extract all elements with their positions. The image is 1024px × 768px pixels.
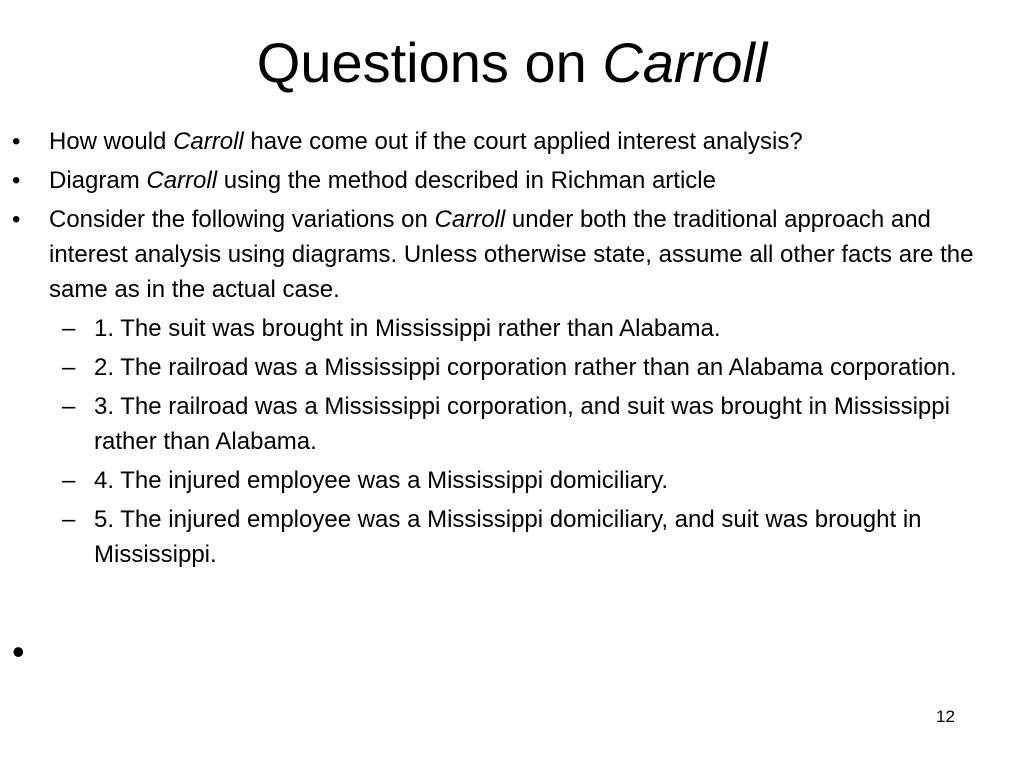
bullet-marker: •: [12, 206, 21, 233]
bullet-item-1: [0, 124, 1000, 159]
bullet-text-pre: Diagram: [49, 167, 147, 194]
sub-item-5: [0, 502, 1000, 572]
bullet-item-2: [0, 163, 1000, 198]
sub-item-4: [0, 463, 1000, 498]
empty-bullet: •: [12, 631, 25, 672]
sub-item-text: 5. The injured employee was a Mississippi domiciliary, and suit was brought in Mississippi.: [94, 506, 922, 568]
bullet-text-italic: Carroll: [434, 206, 506, 233]
dash-marker: –: [62, 315, 76, 342]
bullet-text-post: have come out if the court applied interest analysis?: [243, 128, 803, 155]
bullet-marker: •: [12, 128, 21, 155]
page-number: 12: [936, 707, 955, 726]
dash-marker: –: [62, 467, 76, 494]
bullet-text-post: under both the traditional approach and interest analysis using diagrams. Unless otherwise state, assume all other facts are the same as in the actual case.: [49, 206, 974, 303]
slide-title-italic: Carroll: [602, 31, 768, 94]
sub-item-1: [0, 311, 1000, 346]
slide-title: [0, 28, 1024, 98]
bullet-text-italic: Carroll: [173, 128, 244, 155]
bullet-marker: •: [12, 167, 21, 194]
bullet-text-pre: Consider the following variations on: [49, 206, 435, 233]
bullet-text-post: using the method described in Richman article: [217, 167, 716, 194]
dash-marker: –: [62, 393, 76, 420]
slide-title-prefix: Questions on: [256, 31, 603, 94]
sub-item-text: 3. The railroad was a Mississippi corporation, and suit was brought in Mississippi rather than Alabama.: [94, 393, 950, 455]
dash-marker: –: [62, 354, 76, 381]
sub-item-2: [0, 350, 1000, 385]
sub-item-text: 2. The railroad was a Mississippi corporation rather than an Alabama corporation.: [94, 354, 957, 381]
slide-body: [0, 124, 1000, 576]
dash-marker: –: [62, 506, 76, 533]
sub-item-3: [0, 389, 1000, 459]
bullet-text-pre: How would: [49, 128, 174, 155]
bullet-text-italic: Carroll: [146, 167, 218, 194]
sub-item-text: 4. The injured employee was a Mississippi domiciliary.: [94, 467, 669, 494]
bullet-item-3: [0, 202, 1000, 307]
sub-item-text: 1. The suit was brought in Mississippi rather than Alabama.: [94, 315, 721, 342]
